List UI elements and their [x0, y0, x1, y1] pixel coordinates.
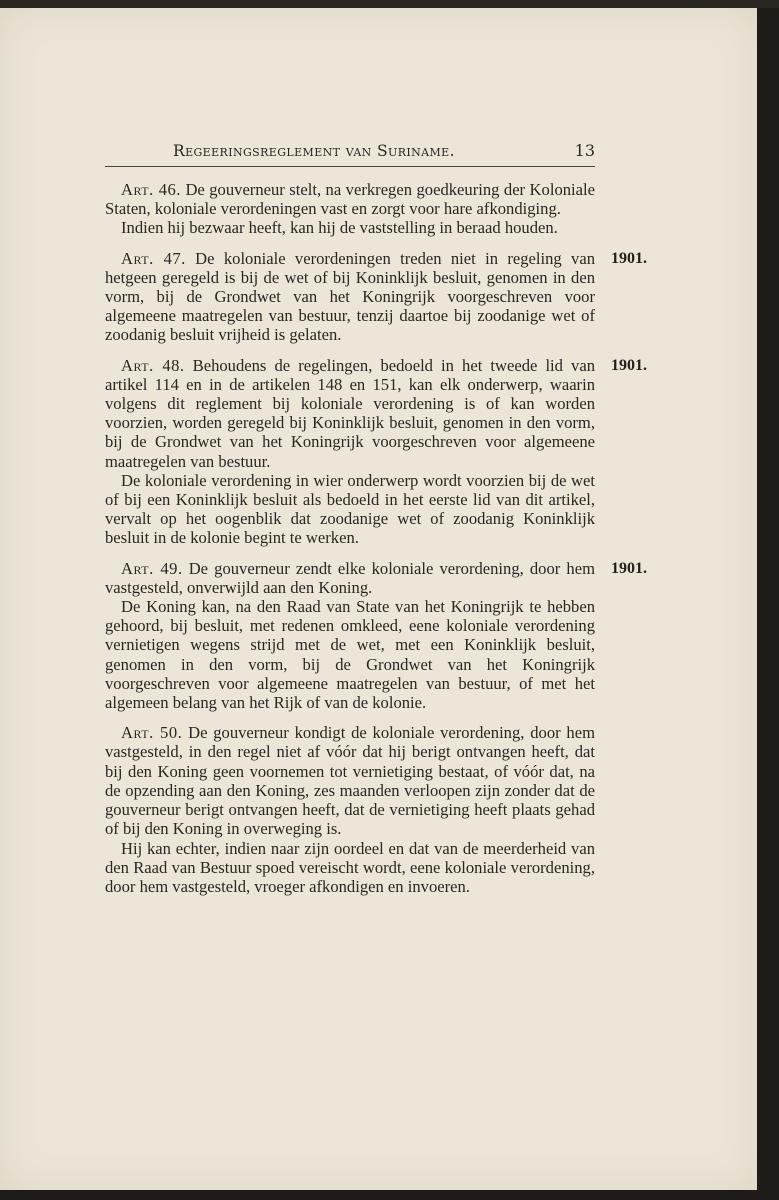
running-head-title: Regeeringsreglement van Suriname. — [173, 142, 455, 160]
article-label: Art. 50. — [121, 723, 183, 743]
article-46 — [105, 180, 595, 238]
article-label: Art. 47. — [121, 248, 186, 268]
paragraph — [105, 559, 595, 597]
scan-edge-right — [757, 8, 779, 1200]
margin-note: 1901. — [611, 356, 647, 374]
paragraph — [105, 723, 595, 838]
paragraph: De Koning kan, na den Raad van State van het Koningrijk te hebben gehoord, bij besluit, met redenen omkleed, eene koloniale verordening vernietigen wegens strijd met de wet, met een Koninklijk besluit, genomen in den vorm, bij de Grondwet van het Koningrijk voorgeschreven voor algemeene maatregelen van bestuur, of met het algemeen belang van het Rijk of van de kolonie. — [105, 597, 595, 713]
paragraph — [105, 180, 595, 218]
article-47 — [105, 248, 647, 345]
paragraph-text: De gouverneur kondigt de koloniale verordening, door hem vastgesteld, in den regel niet af vóór dat hij berigt ontvangen heeft, dat bij den Koning geen voornemen tot vernietiging bestaat, of vóór dat, na de opzending aan den Koning, zes maanden verloopen zijn zonder dat de gouverneur berigt ontvangen heeft, dat de vernietiging heeft plaats gehad of bij den Koning in overweging is. — [105, 723, 596, 839]
margin-note: 1901. — [611, 249, 647, 267]
running-head — [105, 142, 595, 167]
margin-note: 1901. — [611, 559, 647, 577]
scan-edge-bottom — [0, 1190, 779, 1200]
paragraph — [105, 249, 595, 345]
paragraph-text: De koloniale verordeningen treden niet in regeling van hetgeen geregeld is bij de wet of bij Koninklijk besluit, genomen in den vorm, bij de Grondwet van het Koningrijk voorgeschreven voor algemeene maatregelen van bestuur, tenzij daartoe bij zoodanige wet of zoodanig besluit vrijheid is gelaten. — [105, 248, 595, 345]
page-number: 13 — [574, 141, 595, 160]
article-50 — [105, 723, 595, 896]
article-48 — [105, 355, 647, 548]
article-49 — [105, 558, 647, 713]
article-label: Art. 48. — [121, 355, 185, 375]
paragraph-text: De gouverneur zendt elke koloniale verordening, door hem vastgesteld, onverwijld aan den Koning. — [105, 558, 595, 597]
article-label: Art. 46. — [121, 180, 181, 199]
paragraph: De koloniale verordening in wier onderwerp wordt voorzien bij de wet of bij een Koninklijk besluit als bedoeld in het eerste lid van dit artikel, vervalt op het oogenblik dat zoodanige wet of zoodanig Koninklijk besluit in de kolonie begint te werken. — [105, 470, 595, 548]
paragraph: Indien hij bezwaar heeft, kan hij de vaststelling in beraad houden. — [121, 218, 558, 238]
body-text — [105, 180, 647, 907]
article-label: Art. 49. — [121, 558, 183, 578]
paragraph — [105, 356, 595, 471]
paragraph-text: Behoudens de regelingen, bedoeld in het tweede lid van artikel 114 en in de artikelen 148 en 151, kan elk onderwerp, waarin volgens dit reglement bij koloniale verordening is of kan worden voorzien, worden geregeld bij Koninklijk besluit, genomen in den vorm, bij de Grondwet van het Koningrijk voorgeschreven voor algemeene maatregelen van bestuur. — [105, 355, 595, 471]
paragraph: Hij kan echter, indien naar zijn oordeel en dat van de meerderheid van den Raad van Bestuur spoed vereischt wordt, eene koloniale verordening, door hem vastgesteld, vroeger afkondigen en invoeren. — [105, 838, 595, 896]
paragraph-text: De gouverneur stelt, na verkregen goedkeuring der Koloniale Staten, koloniale verordeningen vast en zorgt voor hare afkondiging. — [105, 180, 595, 219]
